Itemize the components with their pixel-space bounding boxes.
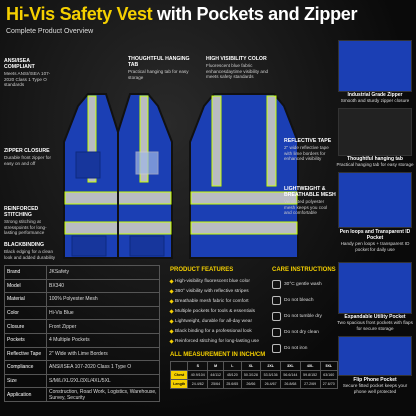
features-heading: PRODUCT FEATURES bbox=[170, 267, 234, 273]
vest-back-image bbox=[184, 92, 304, 260]
spec-value: JKSafety bbox=[47, 266, 160, 280]
wash-icon bbox=[272, 280, 281, 289]
no-dry-clean-icon bbox=[272, 328, 281, 337]
bullet-icon bbox=[169, 319, 173, 323]
table-cell: S bbox=[188, 362, 208, 371]
thumb-caption-pen: Pen loops and Transparent ID Pocket Handy pen loops + transparent ID pocket for daily use bbox=[339, 229, 411, 252]
table-cell: 26.4/67 bbox=[261, 380, 281, 389]
spec-key: Pockets bbox=[5, 333, 47, 347]
table-cell: 5XL bbox=[320, 362, 337, 371]
bullet-icon bbox=[169, 339, 173, 343]
measurement-heading: ALL MEASUREMENT IN INCH/CM bbox=[170, 352, 266, 358]
table-row bbox=[171, 380, 338, 389]
table-cell: Length bbox=[171, 380, 188, 389]
spec-key: Material bbox=[5, 293, 47, 307]
table-cell: 63/160 bbox=[320, 371, 337, 380]
care-item: Do not dry clean bbox=[272, 324, 338, 340]
vest-front-image bbox=[58, 92, 178, 260]
table-cell: 3XL bbox=[281, 362, 301, 371]
bullet-icon bbox=[169, 289, 173, 293]
table-row bbox=[5, 266, 160, 280]
bullet-icon bbox=[169, 279, 173, 283]
care-item: Do not tumble dry bbox=[272, 308, 338, 324]
table-cell: 59.8/152 bbox=[300, 371, 320, 380]
care-item: Do not iron bbox=[272, 340, 338, 356]
table-cell: M bbox=[208, 362, 224, 371]
spec-key: Brand bbox=[5, 266, 47, 280]
thumb-caption-tab: Thoughtful hanging tab Practical hanging tab for easy storage bbox=[336, 156, 414, 167]
spec-key: Model bbox=[5, 279, 47, 293]
spec-value: BX340 bbox=[47, 279, 160, 293]
table-cell: 27.2/69 bbox=[300, 380, 320, 389]
spec-key: Color bbox=[5, 306, 47, 320]
spec-value: Hi-Vis Blue bbox=[47, 306, 160, 320]
measurement-section bbox=[170, 352, 338, 389]
table-cell: XL bbox=[241, 362, 261, 371]
table-row bbox=[5, 347, 160, 361]
table-row bbox=[5, 320, 160, 334]
page-title: Hi-Vis Safety Vest with Pockets and Zipper bbox=[6, 4, 358, 24]
spec-key: Reflective Tape bbox=[5, 347, 47, 361]
spec-value: S/M/L/XL/2XL/3XL/4XL/5XL bbox=[47, 374, 160, 388]
table-cell: 26/66 bbox=[241, 380, 261, 389]
spec-key: Application bbox=[5, 388, 47, 402]
care-item: Do not bleach bbox=[272, 292, 338, 308]
callout-reflective-tape: REFLECTIVE TAPE 2" wide reflective tape with lime borders for enhanced visibility bbox=[284, 138, 332, 162]
table-cell: 40.9/104 bbox=[188, 371, 208, 380]
bullet-icon bbox=[169, 309, 173, 313]
no-bleach-icon bbox=[272, 296, 281, 305]
table-cell: 56.6/144 bbox=[281, 371, 301, 380]
no-tumble-dry-icon bbox=[272, 312, 281, 321]
bullet-icon bbox=[169, 329, 173, 333]
callout-mesh: LIGHTWEIGHT & BREATHABLE MESH Ventilated polyester mesh keeps you cool and comfortable bbox=[284, 186, 336, 216]
spec-value: 100% Polyester Mesh bbox=[47, 293, 160, 307]
spec-value: 2" Wide with Lime Borders bbox=[47, 347, 160, 361]
feature-item: Reinforced stitching for long-lasting use bbox=[170, 336, 270, 346]
callout-high-visibility: HIGH VISIBILITY COLOR Fluorescent blue fabric enhancesdaytime visibility and meets safety standards bbox=[206, 56, 269, 80]
feature-item: Black binding for a professional look bbox=[170, 326, 270, 336]
table-cell: 24.4/62 bbox=[188, 380, 208, 389]
care-item: 30°C gentle wash bbox=[272, 276, 338, 292]
table-cell: 27.6/70 bbox=[320, 380, 337, 389]
spec-value: ANSI/ISEA 107-2020 Class 1 Type O bbox=[47, 361, 160, 375]
table-row bbox=[5, 361, 160, 375]
table-cell: 53.5/136 bbox=[261, 371, 281, 380]
measurement-table bbox=[170, 361, 338, 389]
care-instructions bbox=[272, 267, 338, 356]
thumb-caption-zipper: Industrial Grade Zipper Smooth and sturdy zipper closure bbox=[340, 92, 410, 103]
bullet-icon bbox=[169, 299, 173, 303]
pen-loop-detail-image bbox=[338, 172, 412, 228]
table-cell: 26.8/68 bbox=[281, 380, 301, 389]
table-cell: 45/120 bbox=[224, 371, 241, 380]
utility-pocket-detail-image bbox=[338, 262, 412, 314]
phone-pocket-detail-image bbox=[338, 336, 412, 376]
care-heading: CARE INSTRUCTIONS bbox=[272, 267, 336, 273]
table-row bbox=[5, 388, 160, 402]
table-row bbox=[171, 362, 338, 371]
hanging-tab-detail-image bbox=[338, 108, 412, 156]
callout-hanging-tab: THOUGHTFUL HANGING TAB Practical hanging tab for easy storage bbox=[128, 56, 190, 80]
table-cell: L bbox=[224, 362, 241, 371]
table-row bbox=[5, 279, 160, 293]
spec-value: Construction, Road Work, Logistics, Warehouse, Survey, Security bbox=[47, 388, 160, 402]
table-cell: 50.3/128 bbox=[241, 371, 261, 380]
table-row bbox=[5, 293, 160, 307]
table-row bbox=[5, 306, 160, 320]
table-cell: 25.6/65 bbox=[224, 380, 241, 389]
callout-stitching: REINFORCED STITCHING Strong stitching at stresspoints for long-lasting performance bbox=[4, 206, 47, 236]
callout-zipper: ZIPPER CLOSURE Durable front zipper for easy on and off bbox=[4, 148, 51, 166]
spec-value: 4 Multiple Pockets bbox=[47, 333, 160, 347]
spec-key: Closure bbox=[5, 320, 47, 334]
table-cell: 25/64 bbox=[208, 380, 224, 389]
spec-key: Compliance bbox=[5, 361, 47, 375]
thumb-caption-utility: Expandable Utility Pocket Two spacious front pockets with flaps for secure storage bbox=[337, 314, 413, 331]
spec-key: Size bbox=[5, 374, 47, 388]
table-row bbox=[5, 333, 160, 347]
table-cell: Chest bbox=[171, 371, 188, 380]
table-row bbox=[5, 374, 160, 388]
table-cell: 4XL bbox=[300, 362, 320, 371]
table-cell: 44/112 bbox=[208, 371, 224, 380]
feature-item: Breathable mesh fabric for comfort bbox=[170, 296, 270, 306]
feature-item: Multiple pockets for tools & essentials bbox=[170, 306, 270, 316]
table-row bbox=[171, 371, 338, 380]
feature-item: Lightweight, durable for all-day wear bbox=[170, 316, 270, 326]
callout-ansi: ANSI/ISEA COMPLIANT Meets ANSI/ISEA 107-2020 Class 1 Type O standards bbox=[4, 58, 51, 88]
page-subtitle: Complete Product Overview bbox=[6, 28, 94, 35]
thumb-caption-phone: Flip Phone Pocket Secure fitted pocket keeps your phone well protected bbox=[342, 377, 408, 394]
specs-table bbox=[4, 265, 160, 402]
feature-item: High-visibility fluorescent blue color bbox=[170, 276, 270, 286]
spec-value: Front Zipper bbox=[47, 320, 160, 334]
table-cell: 2XL bbox=[261, 362, 281, 371]
callout-binding: BLACKBINDING Black edging for a clean look and added durability bbox=[4, 242, 56, 260]
product-features bbox=[170, 267, 270, 346]
feature-item: 360° visibility with reflective stripes bbox=[170, 286, 270, 296]
table-cell bbox=[171, 362, 188, 371]
zipper-detail-image bbox=[338, 40, 412, 92]
